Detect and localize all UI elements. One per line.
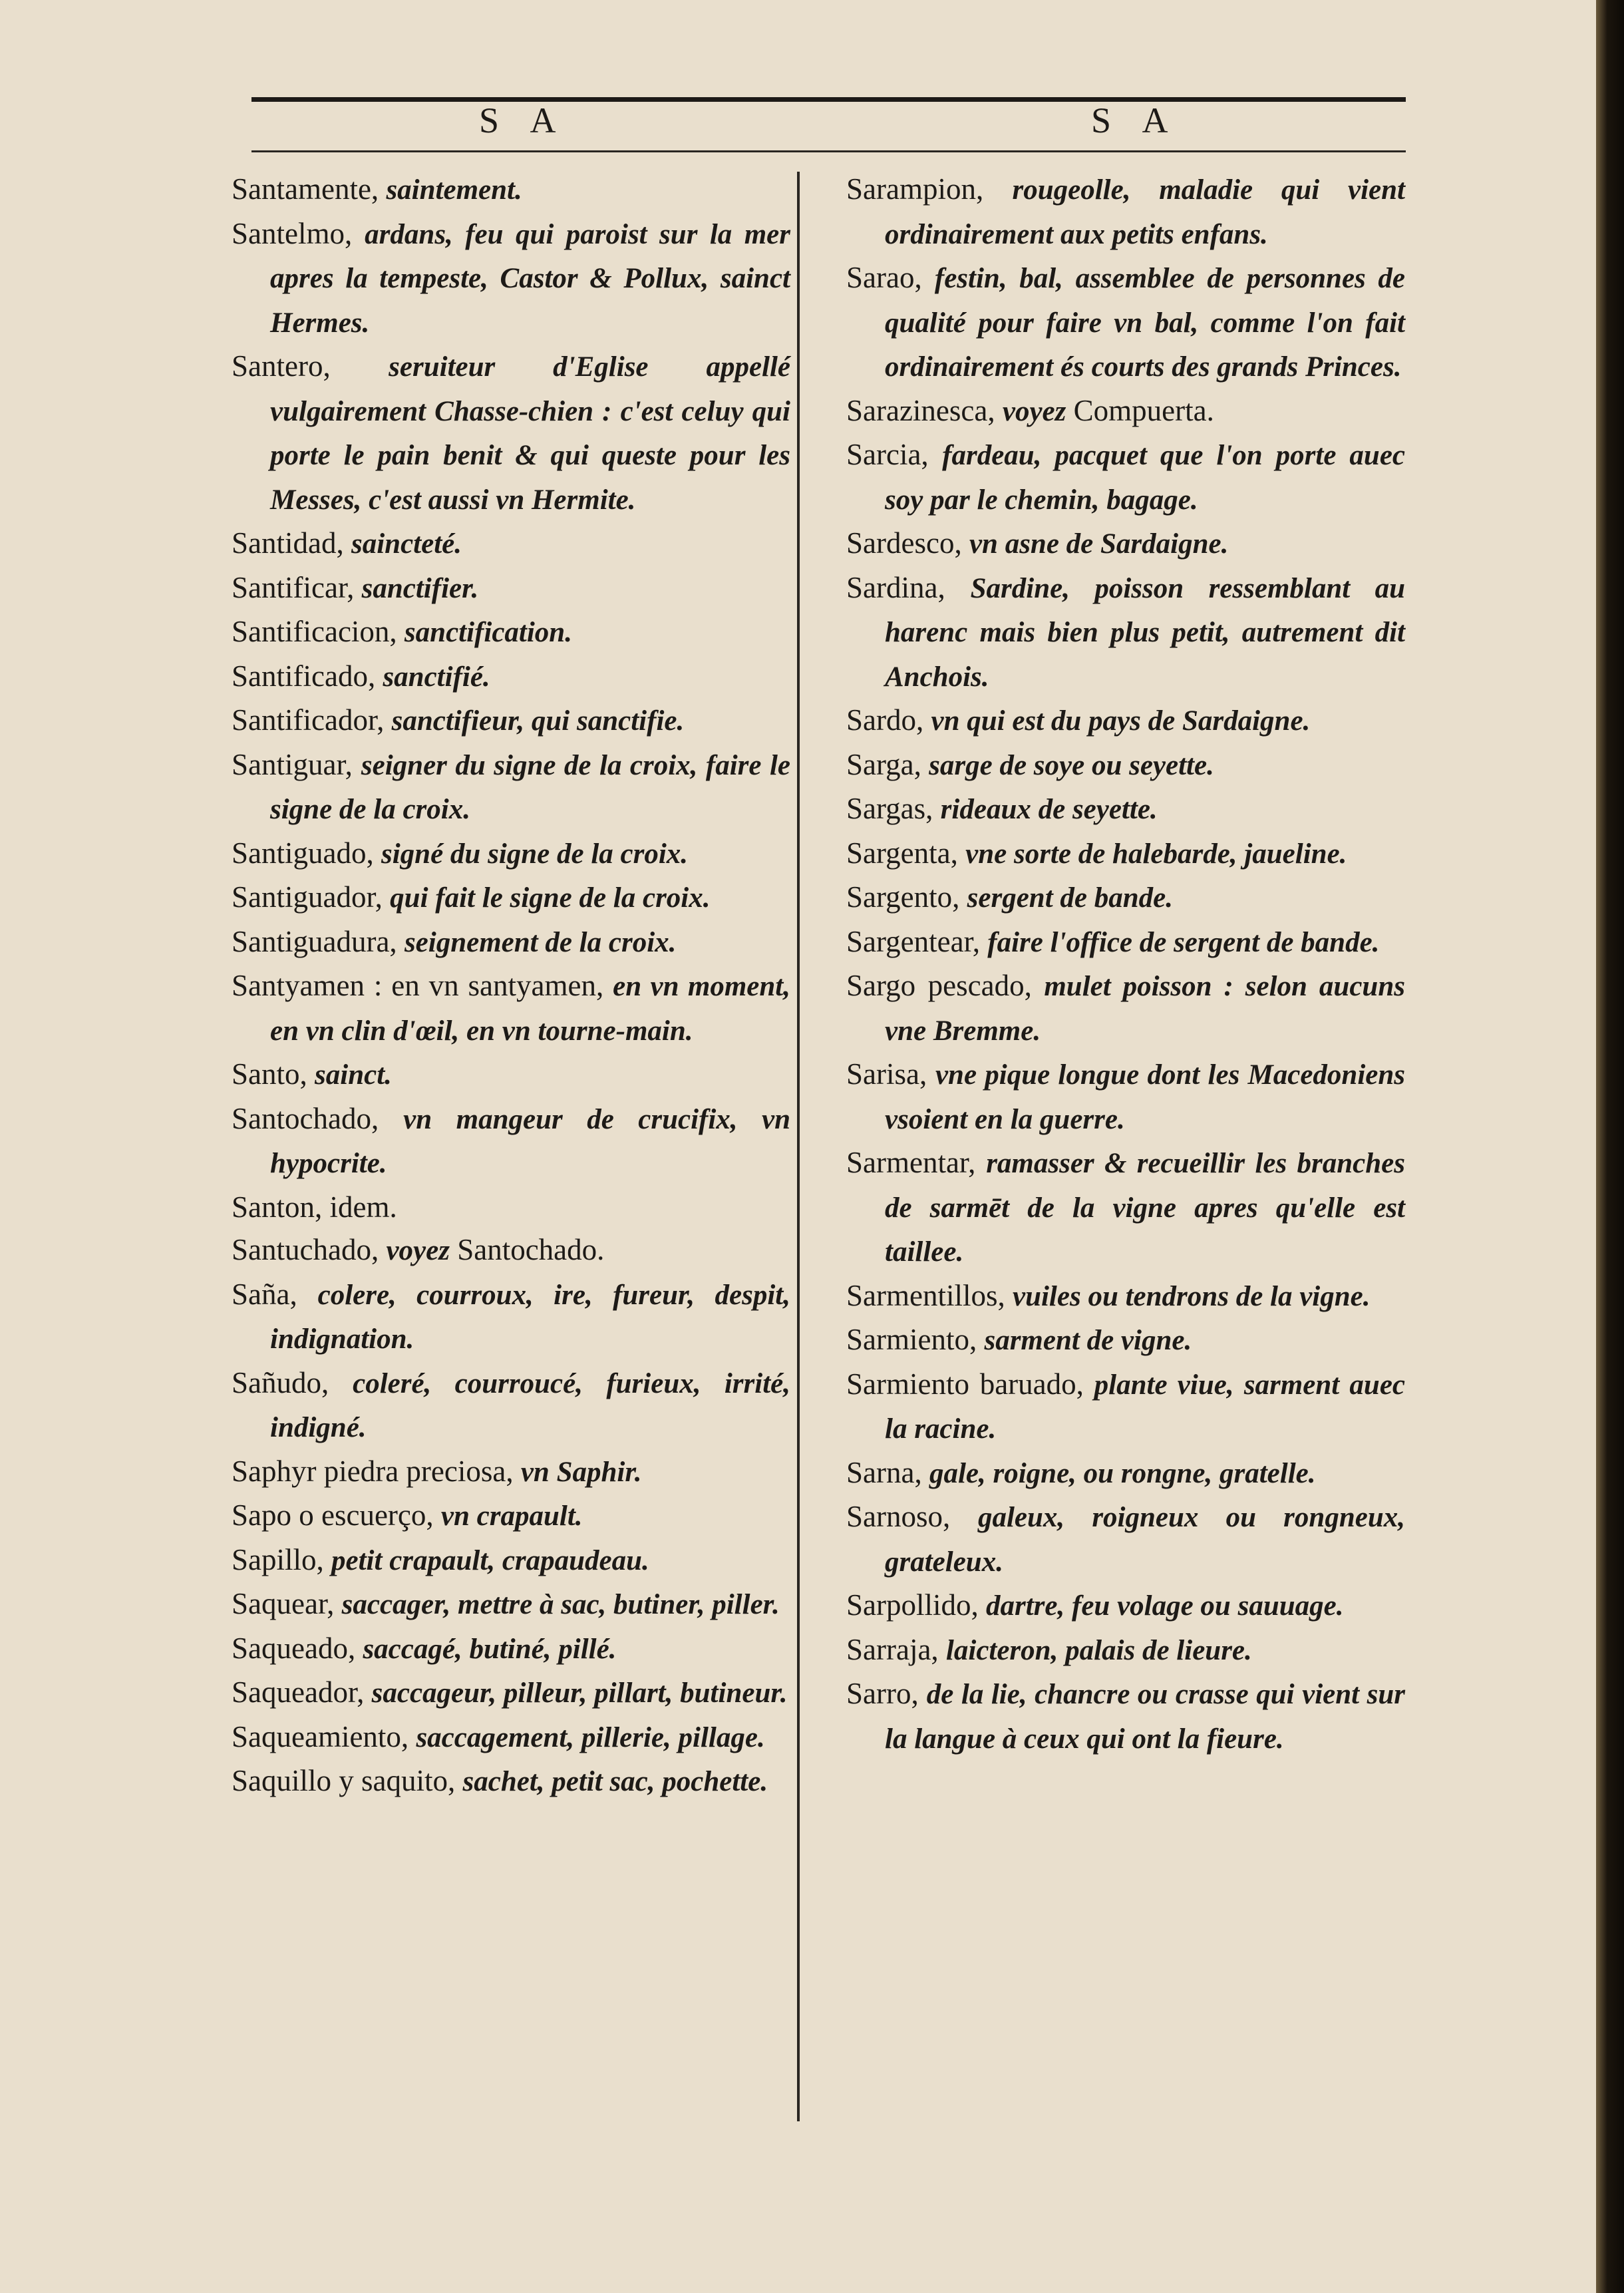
definition: vn mangeur de crucifix, vn hypocrite.: [270, 1103, 790, 1179]
definition: signé du signe de la croix.: [381, 838, 689, 870]
definition: saccager, mettre à sac, butiner, piller.: [341, 1589, 780, 1620]
dictionary-entry: [232, 345, 790, 522]
headword: Sarro,: [846, 1677, 919, 1710]
headword: Sarpollido,: [846, 1588, 979, 1622]
header-underline: [251, 150, 1406, 152]
dictionary-entry: [846, 1584, 1405, 1628]
definition: voyez: [1002, 395, 1066, 427]
definition: de la lie, chancre ou crasse qui vient sur la langue à ceux qui ont la fieure.: [885, 1679, 1406, 1755]
headword: Sardesco,: [846, 526, 962, 560]
definition: coleré, courroucé, furieux, irrité, indigné.: [270, 1367, 790, 1443]
definition: rideaux de seyette.: [940, 794, 1158, 825]
definition: seignement de la croix.: [404, 926, 677, 958]
dictionary-entry: [846, 1318, 1405, 1363]
definition: Sardine, poisson ressemblant au harenc mais bien plus petit, autrement dit Anchois.: [885, 572, 1405, 693]
definition: colere, courroux, ire, fureur, despit, indignation.: [270, 1279, 790, 1355]
dictionary-entry: [232, 699, 790, 743]
definition: faire l'office de sergent de bande.: [987, 926, 1380, 958]
headword: Sarmentar,: [846, 1146, 976, 1179]
definition: sanctifié.: [383, 661, 490, 693]
dictionary-entry: [846, 168, 1405, 256]
dictionary-entry: [846, 433, 1405, 522]
dictionary-entry: [232, 964, 790, 1053]
dictionary-entry: [232, 1186, 790, 1229]
dictionary-entry: [846, 743, 1405, 788]
headword: Sardo,: [846, 703, 924, 737]
dictionary-entry: [232, 1273, 790, 1361]
headword: Santochado,: [232, 1101, 379, 1135]
definition: seruiteur d'Eglise appellé vulgairement Chasse-chien : c'est celuy qui porte le pain benit & qui queste pour les Messes, c'est aussi vn Hermite.: [270, 351, 791, 516]
headword: Santon,: [232, 1190, 323, 1224]
dictionary-entry: [846, 389, 1405, 434]
headword: Sarcia,: [846, 438, 929, 471]
right-column: [846, 168, 1405, 1761]
headword: Santo,: [232, 1057, 307, 1091]
dictionary-entry: [232, 1671, 790, 1715]
headword: Sargenta,: [846, 836, 958, 870]
dictionary-entry: [232, 1053, 790, 1097]
dictionary-entry: [232, 876, 790, 920]
headword: Santificacion,: [232, 615, 397, 648]
definition: mulet poisson : selon aucuns vne Bremme.: [885, 971, 1405, 1047]
definition: laicteron, palais de lieure.: [945, 1634, 1252, 1666]
dictionary-entry: [846, 256, 1405, 389]
definition: vne sorte de halebarde, jaueline.: [965, 838, 1347, 870]
headword: Santiguador,: [232, 880, 383, 914]
definition: vne pique longue dont les Macedoniens vsoient en la guerre.: [885, 1059, 1406, 1135]
headword: Saqueador,: [232, 1676, 365, 1709]
dictionary-entry: [846, 1274, 1405, 1319]
headword: Sarraja,: [846, 1632, 939, 1666]
dictionary-entry: [846, 787, 1405, 832]
definition: galeux, roigneux ou rongneux, grateleux.: [885, 1502, 1405, 1578]
definition: vuiles ou tendrons de la vigne.: [1012, 1280, 1371, 1312]
dictionary-entry: [846, 566, 1405, 699]
definition: en vn moment, en vn clin d'œil, en vn tourne-main.: [270, 971, 790, 1047]
definition: rougeolle, maladie qui vient ordinairement aux petits enfans.: [885, 174, 1405, 250]
definition: qui fait le signe de la croix.: [390, 882, 711, 914]
headword: Saqueamiento,: [232, 1719, 409, 1753]
headword: Santelmo,: [232, 216, 353, 250]
headword: Santiguadura,: [232, 924, 397, 958]
dictionary-entry: [846, 876, 1405, 920]
headword: Saquillo y saquito,: [232, 1764, 456, 1797]
dictionary-entry: [846, 1363, 1405, 1451]
dictionary-entry: [232, 168, 790, 212]
headword: Sargas,: [846, 792, 933, 825]
dictionary-entry: [232, 1627, 790, 1672]
cross-reference: idem.: [329, 1190, 397, 1224]
headword: Santamente,: [232, 172, 379, 206]
dictionary-entry: [846, 1628, 1405, 1673]
headword: Santiguar,: [232, 747, 353, 781]
book-binding-edge: [1596, 0, 1624, 2293]
definition: sanctifier.: [361, 572, 479, 604]
left-column: [232, 168, 790, 1804]
headword: Sarnoso,: [846, 1500, 951, 1533]
definition: sanctification.: [404, 617, 572, 648]
definition: ramasser & recueillir les branches de sarmēt de la vigne apres qu'elle est taillee.: [885, 1148, 1405, 1268]
dictionary-entry: [232, 610, 790, 655]
dictionary-entry: [232, 1759, 790, 1804]
dictionary-entry: [232, 1361, 790, 1450]
headword: Sañudo,: [232, 1365, 329, 1399]
headword: Santero,: [232, 349, 331, 383]
headword: Saqueado,: [232, 1631, 356, 1665]
dictionary-entry: [846, 699, 1405, 743]
dictionary-entry: [846, 1495, 1405, 1584]
definition: sainct.: [315, 1059, 392, 1091]
dictionary-entry: [846, 1141, 1405, 1274]
headword: Santidad,: [232, 526, 344, 560]
header-rule: [251, 97, 1406, 102]
headword: Saña,: [232, 1277, 297, 1311]
definition: ardans, feu qui paroist sur la mer apres la tempeste, Castor & Pollux, sainct Hermes.: [270, 218, 790, 339]
cross-reference: Santochado.: [457, 1233, 605, 1266]
definition: fardeau, pacquet que l'on porte auec soy par le chemin, bagage.: [885, 440, 1405, 516]
definition: dartre, feu volage ou sauuage.: [986, 1590, 1344, 1622]
dictionary-entry: [232, 1715, 790, 1760]
definition: petit crapault, crapaudeau.: [331, 1544, 649, 1576]
dictionary-entry: [846, 920, 1405, 965]
headword: Sarna,: [846, 1455, 922, 1489]
definition: sanctifieur, qui sanctifie.: [391, 705, 685, 737]
definition: saccageur, pilleur, pillart, butineur.: [371, 1677, 788, 1709]
running-head-left: S A: [479, 100, 568, 140]
definition: plante viue, sarment auec la racine.: [885, 1369, 1406, 1445]
dictionary-entry: [846, 1451, 1405, 1496]
headword: Santificador,: [232, 703, 385, 737]
headword: Sarampion,: [846, 172, 984, 206]
headword: Sargento,: [846, 880, 960, 914]
headword: Sarisa,: [846, 1057, 927, 1091]
running-head-right: S A: [1091, 100, 1180, 140]
dictionary-entry: [232, 743, 790, 832]
definition: saincteté.: [351, 528, 462, 560]
definition: saccagement, pillerie, pillage.: [416, 1721, 765, 1753]
dictionary-entry: [232, 1228, 790, 1273]
dictionary-entry: [846, 1053, 1405, 1141]
headword: Sarazinesca,: [846, 393, 995, 427]
definition: festin, bal, assemblee de personnes de qualité pour faire vn bal, comme l'on fait ordinairement és courts des grands Princes.: [885, 263, 1406, 383]
dictionary-entry: [232, 522, 790, 566]
definition: vn Saphir.: [520, 1456, 642, 1488]
definition: voyez: [386, 1235, 450, 1266]
dictionary-entry: [232, 1494, 790, 1538]
dictionary-entry: [232, 655, 790, 699]
dictionary-entry: [232, 1450, 790, 1495]
dictionary-entry: [232, 1097, 790, 1186]
headword: Sapillo,: [232, 1542, 324, 1576]
dictionary-entry: [846, 964, 1405, 1053]
headword: Sarmiento baruado,: [846, 1367, 1084, 1401]
dictionary-entry: [232, 1582, 790, 1627]
dictionary-entry: [846, 1672, 1405, 1761]
cross-reference: Compuerta.: [1073, 393, 1214, 427]
headword: Santificar,: [232, 570, 355, 604]
headword: Sapo o escuerço,: [232, 1499, 434, 1532]
definition: sarment de vigne.: [984, 1325, 1192, 1356]
definition: gale, roigne, ou rongne, gratelle.: [929, 1457, 1316, 1489]
headword: Santuchado,: [232, 1233, 379, 1266]
definition: sachet, petit sac, pochette.: [462, 1766, 768, 1797]
definition: saintement.: [386, 174, 522, 206]
headword: Sargo pescado,: [846, 969, 1032, 1002]
definition: sarge de soye ou seyette.: [929, 749, 1214, 781]
headword: Sargentear,: [846, 924, 981, 958]
dictionary-entry: [232, 1538, 790, 1583]
dictionary-entry: [232, 212, 790, 345]
dictionary-entry: [232, 920, 790, 965]
headword: Sarmiento,: [846, 1323, 977, 1356]
headword: Santyamen : en vn santyamen,: [232, 969, 604, 1002]
definition: vn asne de Sardaigne.: [969, 528, 1229, 560]
definition: vn qui est du pays de Sardaigne.: [931, 705, 1311, 737]
headword: Santificado,: [232, 659, 376, 693]
definition: vn crapault.: [440, 1500, 583, 1532]
headword: Sarao,: [846, 261, 922, 294]
definition: saccagé, butiné, pillé.: [363, 1633, 617, 1665]
column-divider: [797, 172, 800, 2121]
headword: Sarga,: [846, 747, 921, 781]
headword: Sarmentillos,: [846, 1278, 1005, 1312]
dictionary-entry: [232, 566, 790, 611]
dictionary-entry: [846, 832, 1405, 876]
dictionary-entry: [232, 832, 790, 876]
definition: sergent de bande.: [967, 882, 1173, 914]
headword: Santiguado,: [232, 836, 374, 870]
headword: Saphyr piedra preciosa,: [232, 1454, 514, 1488]
headword: Sardina,: [846, 570, 945, 604]
definition: seigner du signe de la croix, faire le signe de la croix.: [270, 749, 791, 825]
dictionary-entry: [846, 522, 1405, 566]
headword: Saquear,: [232, 1587, 335, 1620]
